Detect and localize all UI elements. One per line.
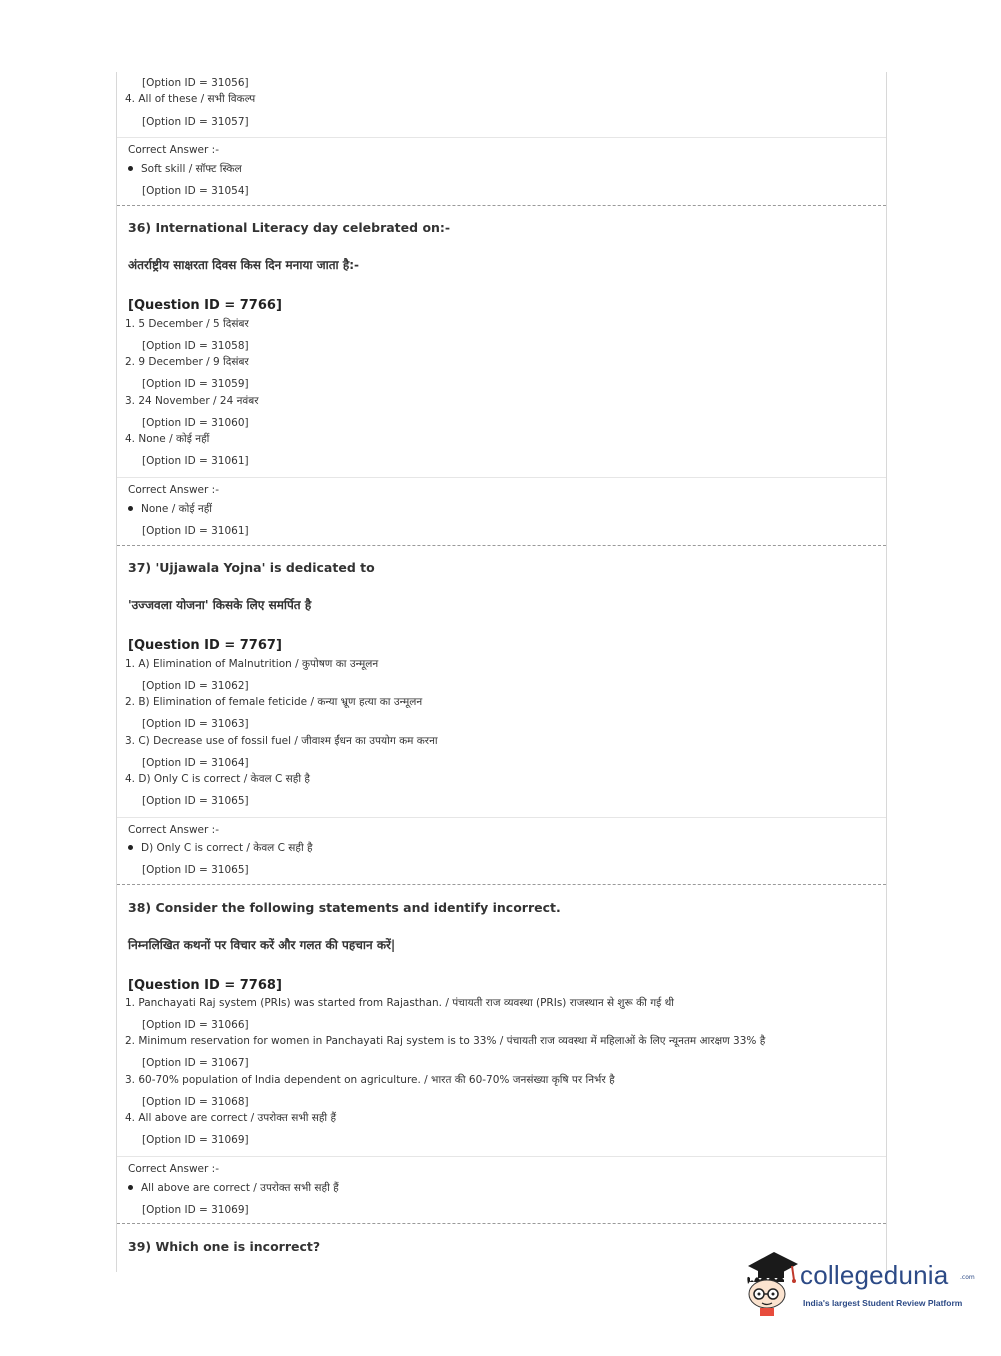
logo-com: .com bbox=[960, 1274, 975, 1281]
option-id: [Option ID = 31058] bbox=[142, 340, 249, 352]
logo-wordmark: collegedunia bbox=[800, 1260, 949, 1290]
option-id: [Option ID = 31061] bbox=[142, 525, 249, 537]
option-id: [Option ID = 31065] bbox=[142, 864, 249, 876]
divider bbox=[117, 817, 886, 818]
correct-answer-label: Correct Answer :- bbox=[128, 1163, 219, 1175]
option-text: 3. 60-70% population of India dependent on agriculture. / भारत की 60-70% जनसंख्या कृषि पर निर्भर है bbox=[125, 1074, 615, 1086]
option-id: [Option ID = 31057] bbox=[142, 116, 249, 128]
student-mascot-icon bbox=[740, 1248, 800, 1320]
option-text: 2. Minimum reservation for women in Panchayati Raj system is to 33% / पंचायती राज व्यवस्था में महिलाओं के लिए न्यूनतम आरक्षण 33% है bbox=[125, 1035, 766, 1047]
option-id: [Option ID = 31063] bbox=[142, 718, 249, 730]
question-hindi: निम्नलिखित कथनों पर विचार करें और गलत की पहचान करें| bbox=[128, 938, 396, 952]
option-id: [Option ID = 31067] bbox=[142, 1057, 249, 1069]
correct-answer: Soft skill / सॉफ्ट स्किल bbox=[128, 162, 242, 176]
option-text: 2. B) Elimination of female feticide / कन्या भ्रूण हत्या का उन्मूलन bbox=[125, 696, 423, 708]
option-id: [Option ID = 31054] bbox=[142, 185, 249, 197]
option-id: [Option ID = 31065] bbox=[142, 795, 249, 807]
question-title: 38) Consider the following statements and identify incorrect. bbox=[128, 900, 561, 915]
option-id: [Option ID = 31069] bbox=[142, 1134, 249, 1146]
question-title: 36) International Literacy day celebrated on:- bbox=[128, 220, 451, 235]
option-id: [Option ID = 31061] bbox=[142, 455, 249, 467]
question-separator bbox=[117, 1223, 886, 1224]
option-text: 1. Panchayati Raj system (PRIs) was started from Rajasthan. / पंचायती राज व्यवस्था (PRIs) राजस्थान से शुरू की गई थी bbox=[125, 997, 675, 1009]
option-text: 4. D) Only C is correct / केवल C सही है bbox=[125, 773, 310, 785]
question-id: [Question ID = 7766] bbox=[128, 298, 282, 313]
option-id: [Option ID = 31064] bbox=[142, 757, 249, 769]
option-text: 1. 5 December / 5 दिसंबर bbox=[125, 318, 249, 330]
correct-answer: D) Only C is correct / केवल C सही है bbox=[128, 841, 313, 855]
question-title: 39) Which one is incorrect? bbox=[128, 1239, 321, 1254]
option-id: [Option ID = 31062] bbox=[142, 680, 249, 692]
question-hindi: 'उज्जवला योजना' किसके लिए समर्पित है bbox=[128, 598, 312, 612]
option-text: 3. C) Decrease use of fossil fuel / जीवाश्म ईंधन का उपयोग कम करना bbox=[125, 735, 438, 747]
bullet-icon bbox=[128, 166, 133, 171]
bullet-icon bbox=[128, 1185, 133, 1190]
option-id: [Option ID = 31059] bbox=[142, 378, 249, 390]
option-id: [Option ID = 31066] bbox=[142, 1019, 249, 1031]
correct-answer: All above are correct / उपरोक्त सभी सही हैं bbox=[128, 1181, 339, 1195]
option-id: [Option ID = 31056] bbox=[142, 77, 249, 89]
option-text: 1. A) Elimination of Malnutrition / कुपोषण का उन्मूलन bbox=[125, 658, 379, 670]
question-title: 37) 'Ujjawala Yojna' is dedicated to bbox=[128, 560, 375, 575]
question-paper-page bbox=[116, 72, 887, 1272]
question-separator bbox=[117, 545, 886, 546]
question-separator bbox=[117, 205, 886, 206]
collegedunia-logo bbox=[740, 1248, 975, 1320]
option-id: [Option ID = 31060] bbox=[142, 417, 249, 429]
logo-tagline: India's largest Student Review Platform bbox=[803, 1298, 963, 1308]
correct-answer: None / कोई नहीं bbox=[128, 502, 212, 516]
divider bbox=[117, 1156, 886, 1157]
option-text: 4. All of these / सभी विकल्प bbox=[125, 93, 256, 105]
option-text: 3. 24 November / 24 नवंबर bbox=[125, 395, 259, 407]
bullet-icon bbox=[128, 506, 133, 511]
question-separator bbox=[117, 884, 886, 885]
correct-answer-label: Correct Answer :- bbox=[128, 484, 219, 496]
bullet-icon bbox=[128, 845, 133, 850]
question-id: [Question ID = 7767] bbox=[128, 638, 282, 653]
question-id: [Question ID = 7768] bbox=[128, 978, 282, 993]
divider bbox=[117, 477, 886, 478]
divider bbox=[117, 137, 886, 138]
correct-answer-label: Correct Answer :- bbox=[128, 824, 219, 836]
question-hindi: अंतर्राष्ट्रीय साक्षरता दिवस किस दिन मनाया जाता है:- bbox=[128, 258, 359, 272]
option-text: 4. None / कोई नहीं bbox=[125, 433, 210, 445]
option-id: [Option ID = 31068] bbox=[142, 1096, 249, 1108]
option-text: 4. All above are correct / उपरोक्त सभी सही हैं bbox=[125, 1112, 337, 1124]
option-id: [Option ID = 31069] bbox=[142, 1204, 249, 1216]
option-text: 2. 9 December / 9 दिसंबर bbox=[125, 356, 249, 368]
correct-answer-label: Correct Answer :- bbox=[128, 144, 219, 156]
